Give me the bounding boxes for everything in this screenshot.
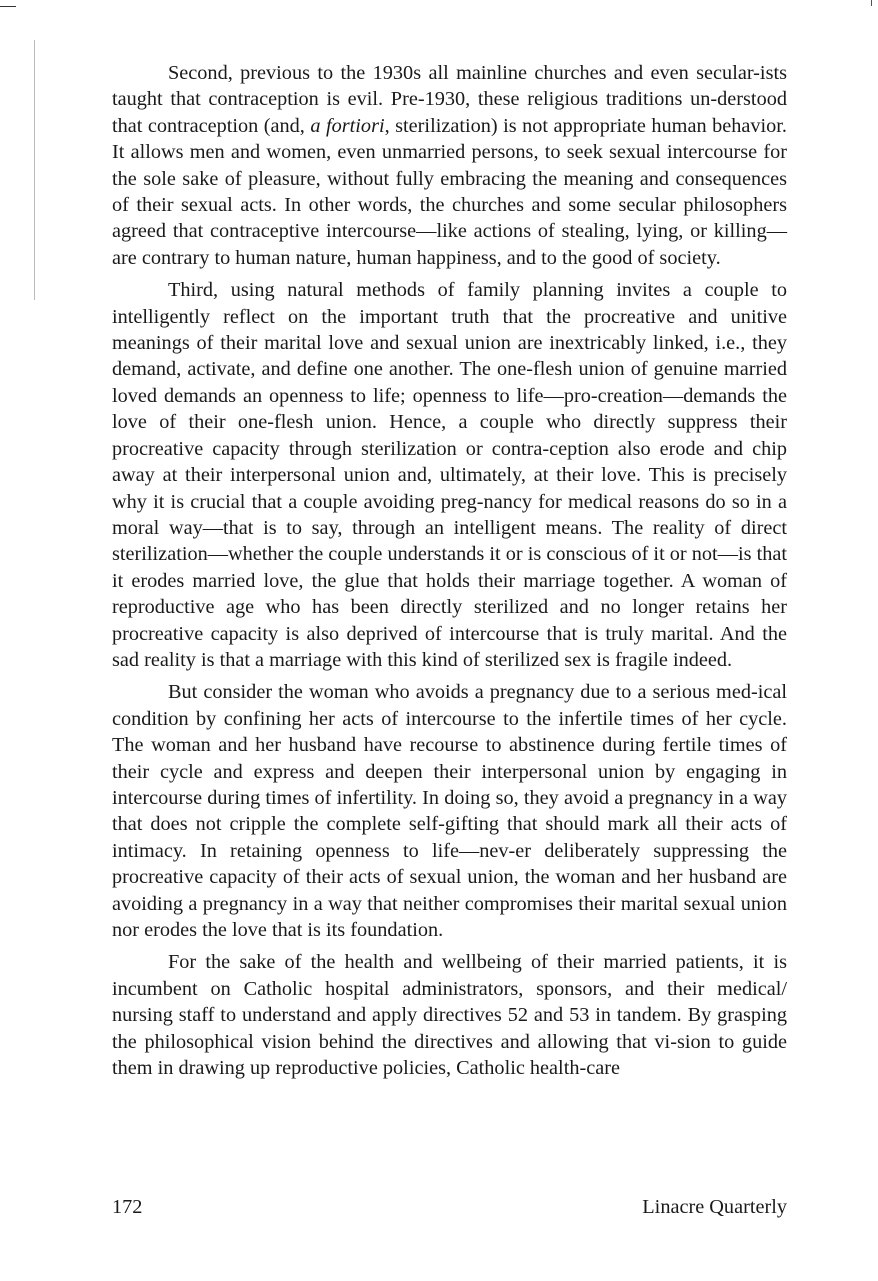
paragraph-health-wellbeing: For the sake of the health and wellbeing of their married patients, it is incumbent on Catholic hospital administrators, sponsors, and their medical/ nursing staff to understand and apply directives 52 and 53 in tandem. By grasping the philosophical vision behind the directives and allowing that vi-sion to guide them in drawing up reproductive policies, Catholic health-care [112, 951, 787, 1080]
scan-edge-mark [0, 6, 16, 7]
page-number: 172 [112, 1196, 143, 1218]
paragraph-third: Third, using natural methods of family planning invites a couple to intelligently reflect on the important truth that the procreative and unitive meanings of their marital love and sexual union are inextricably linked, i.e., they demand, activate, and define one another. The one-flesh union of genuine married loved demands an openness to life; openness to life—pro-creation—demands the love of their one-flesh union. Hence, a couple who directly suppress their procreative capacity through sterilization or contra-ception also erode and chip away at their interpersonal union and, ultimately, at their love. This is precisely why it is crucial that a couple avoiding preg-nancy for medical reasons do so in a moral way—that is to say, through an intelligent means. The reality of direct sterilization—whether the couple understands it or is conscious of it or not—is that it erodes married love, the glue that holds their marriage together. A woman of reproductive age who has been directly sterilized and no longer retains her procreative capacity is also deprived of intercourse that is truly marital. And the sad reality is that a marriage with this kind of sterilized sex is fragile indeed. [112, 279, 787, 671]
latin-phrase-a-fortiori: a fortiori [310, 114, 385, 137]
paragraph-second [112, 60, 787, 271]
paragraph-consider: But consider the woman who avoids a pregnancy due to a serious med-ical condition by confining her acts of intercourse to the infertile times of her cycle. The woman and her husband have recourse to abstinence during fertile times of their cycle and express and deepen their interpersonal union by engaging in intercourse during times of infertility. In doing so, they avoid a pregnancy in a way that does not cripple the complete self-gifting that should mark all their acts of intimacy. In retaining openness to life—nev-er deliberately suppressing the procreative capacity of their acts of sexual union, the woman and her husband are avoiding a pregnancy in a way that neither compromises their marital sexual union nor erodes the love that is its foundation. [112, 681, 787, 941]
article-body [112, 60, 787, 1087]
paragraph-second-start: Second, previous to the 1930s all mainline churches and even secular-ists taught that contraception is evil. Pre-1930, these religious traditions un-derstood that contraception (and, [112, 62, 787, 137]
scan-margin-shadow [34, 40, 35, 300]
scan-corner-mark [871, 0, 872, 6]
journal-name: Linacre Quarterly [642, 1196, 787, 1218]
paragraph-second-end: , sterilization) is not appropriate human behavior. It allows men and women, even unmarried persons, to seek sexual intercourse for the sole sake of pleasure, without fully embracing the meaning and consequences of their sexual acts. In other words, the churches and some secular philosophers agreed that contraceptive intercourse—like actions of stealing, lying, or killing—are contrary to human nature, human happiness, and to the good of society. [112, 114, 787, 269]
